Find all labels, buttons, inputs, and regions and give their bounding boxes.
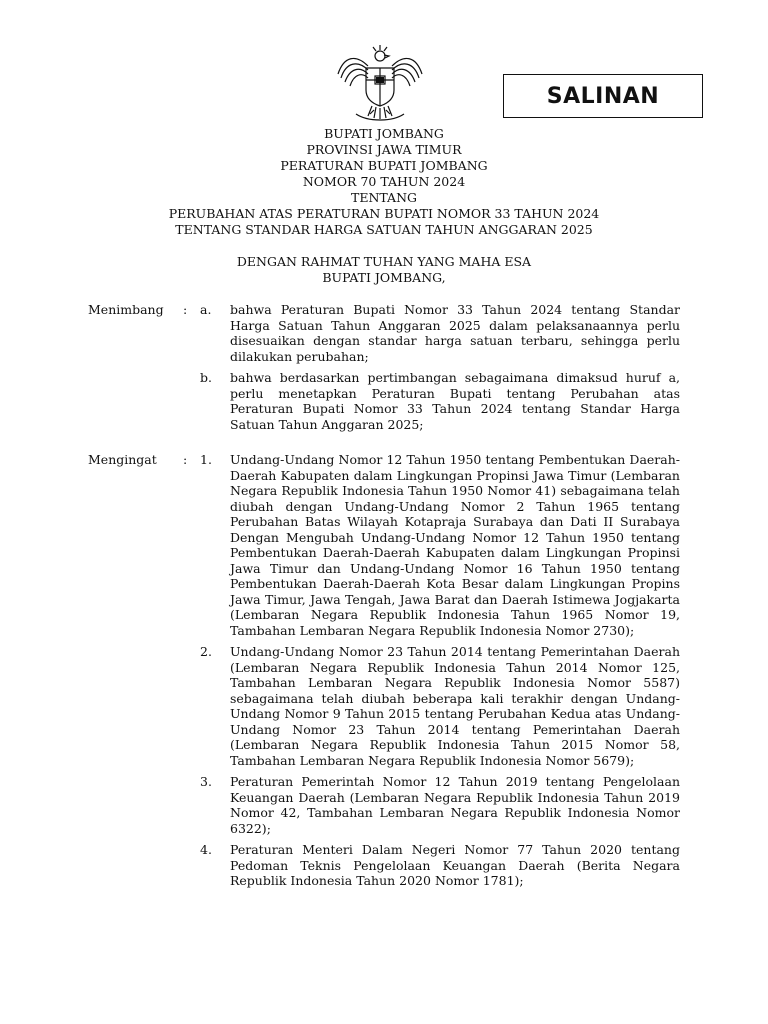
mengingat-section <box>88 452 680 895</box>
list-item <box>200 842 680 889</box>
item-text: Peraturan Pemerintah Nomor 12 Tahun 2019 tentang Pengelolaan Keuangan Daerah (Lembaran Negara Republik Indonesia Tahun 2019 Nomor 42, Tambahan Lembaran Negara Republik Indonesia Nomor 6322); <box>230 774 680 836</box>
list-item <box>200 774 680 836</box>
item-marker: 3. <box>200 774 212 789</box>
province-title: PROVINSI JAWA TIMUR <box>306 142 462 157</box>
document-body <box>88 302 680 909</box>
item-marker: a. <box>200 302 212 317</box>
regulation-title: PERATURAN BUPATI JOMBANG <box>280 158 488 173</box>
item-text: Undang-Undang Nomor 23 Tahun 2014 tentang Pemerintahan Daerah (Lembaran Negara Republik Indonesia Tahun 2014 Nomor 125, Tambahan Lembaran Negara Republik Indonesia Nomor 5587) sebagaimana telah diubah beberapa kali terakhir dengan Undang-Undang Nomor 9 Tahun 2015 tentang Perubahan Kedua atas Undang-Undang Nomor 23 Tahun 2014 tentang Pemerintahan Daerah (Lembaran Negara Republik Indonesia Tahun 2015 Nomor 58, Tambahan Lembaran Negara Republik Indonesia Nomor 5679); <box>230 644 680 768</box>
document-header <box>0 126 768 286</box>
mengingat-colon: : <box>183 452 188 467</box>
mengingat-label: Mengingat <box>88 452 157 467</box>
regulation-number: NOMOR 70 TAHUN 2024 <box>302 174 466 189</box>
list-item <box>200 302 680 364</box>
tentang-label: TENTANG <box>350 190 417 205</box>
item-marker: 4. <box>200 842 212 857</box>
item-text: bahwa berdasarkan pertimbangan sebagaimana dimaksud huruf a, perlu menetapkan Peraturan Bupati tentang Perubahan atas Peraturan Bupati Nomor 33 Tahun 2024 tentang Standar Harga Satuan Tahun Anggaran 2025; <box>230 370 680 432</box>
menimbang-section <box>88 302 680 438</box>
regent-title: BUPATI JOMBANG <box>324 126 444 141</box>
subject-line-1: PERUBAHAN ATAS PERATURAN BUPATI NOMOR 33 TAHUN 2024 <box>168 206 600 221</box>
item-text: Undang-Undang Nomor 12 Tahun 1950 tentang Pembentukan Daerah-Daerah Kabupaten dalam Lingkungan Propinsi Jawa Timur (Lembaran Negara Republik Indonesia Tahun 1950 Nomor 41) sebagaimana telah diubah dengan Undang-Undang Nomor 2 Tahun 1965 tentang Perubahan Batas Wilayah Kotapraja Surabaya dan Dati II Surabaya Dengan Mengubah Undang-Undang Nomor 12 Tahun 1950 tentang Pembentukan Daerah-Daerah Kabupaten dalam Lingkungan Propinsi Jawa Timur dan Undang-Undang Nomor 16 Tahun 1950 tentang Pembentukan Daerah-Daerah Kota Besar dalam Lingkungan Propins Jawa Timur, Jawa Tengah, Jawa Barat dan Daerah Istimewa Jogjakarta (Lembaran Negara Republik Indonesia Tahun 1965 Nomor 19, Tambahan Lembaran Negara Republik Indonesia Nomor 2730); <box>230 452 680 638</box>
item-text: Peraturan Menteri Dalam Negeri Nomor 77 Tahun 2020 tentang Pedoman Teknis Pengelolaan Keuangan Daerah (Berita Negara Republik Indonesia Tahun 2020 Nomor 1781); <box>230 842 680 888</box>
item-marker: b. <box>200 370 212 385</box>
item-text: bahwa Peraturan Bupati Nomor 33 Tahun 2024 tentang Standar Harga Satuan Tahun Anggaran 2025 dalam pelaksanaannya perlu disesuaikan dengan standar harga satuan terbaru, sehingga perlu dilakukan perubahan; <box>230 302 680 364</box>
salinan-stamp: SALINAN <box>503 74 703 118</box>
menimbang-label: Menimbang <box>88 302 164 317</box>
garuda-emblem-icon <box>334 44 426 124</box>
item-marker: 2. <box>200 644 212 659</box>
enacting-authority: BUPATI JOMBANG, <box>322 270 446 285</box>
list-item <box>200 370 680 432</box>
menimbang-colon: : <box>183 302 188 317</box>
preamble-line: DENGAN RAHMAT TUHAN YANG MAHA ESA <box>236 254 532 269</box>
list-item <box>200 452 680 638</box>
item-marker: 1. <box>200 452 212 467</box>
subject-line-2: TENTANG STANDAR HARGA SATUAN TAHUN ANGGARAN 2025 <box>175 222 593 237</box>
list-item <box>200 644 680 768</box>
